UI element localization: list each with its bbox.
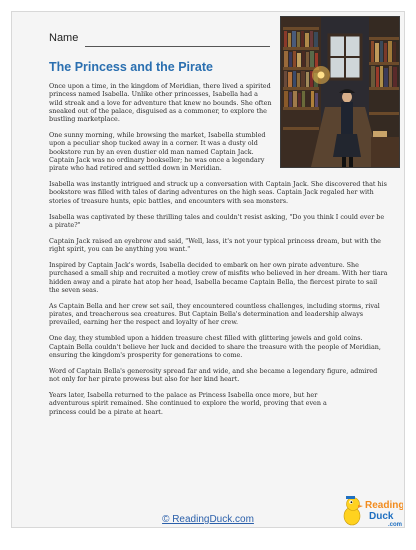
- paragraph: One sunny morning, while browsing the market, Isabella stumbled upon a peculiar shop tucked away in a corner. It was a dusty old bookstore run by an even dustier old man named Captain Jack. Captain Jack was no ordinary bookseller; he was once a legendary pirate who had retired and settled down in Meridian.: [49, 131, 266, 173]
- readingduck-logo: [343, 494, 403, 528]
- paragraph: Years later, Isabella returned to the palace as Princess Isabella once more, but her adventurous spirit remained. She continued to explore the world, proving that even a princess could be a pirate at heart.: [49, 390, 327, 416]
- name-label: Name: [49, 32, 79, 44]
- logo-text-duck: Duck: [369, 511, 394, 522]
- story-body: [49, 82, 389, 423]
- story-title: The Princess and the Pirate: [49, 60, 213, 74]
- paragraph: Once upon a time, in the kingdom of Meridian, there lived a spirited princess named Isabella. Unlike other princesses, Isabella had a wild streak and a love for adventure that knew no bounds. She often sneaked out of the palace, disguised as a commoner, to explore the bustling marketplace.: [49, 82, 272, 124]
- paragraph: Captain Jack raised an eyebrow and said, "Well, lass, it's not your typical princess dream, but with the right spirit, you can be anything you want.": [49, 236, 381, 254]
- paragraph: Isabella was captivated by these thrilling tales and couldn't resist asking, "Do you think I could ever be a pirate?": [49, 212, 385, 229]
- name-line: [85, 46, 270, 47]
- logo-text-com: .com: [388, 522, 403, 528]
- paragraph: Isabella was instantly intrigued and struck up a conversation with Captain Jack. She discovered that his bookstore was filled with tales of daring adventures on the high seas. Captain Jack regaled her with stories of treasure hunts, epic battles, and encounters with sea monsters.: [49, 180, 387, 205]
- readingduck-link[interactable]: © ReadingDuck.com: [162, 514, 254, 525]
- worksheet-page: [11, 11, 405, 528]
- paragraph: As Captain Bella and her crew set sail, they encountered countless challenges, including storms, rival pirates, and treacherous sea creatures. But Captain Bella's determination and leadership always prevailed, earning her the respect and loyalty of her crew.: [49, 301, 380, 327]
- logo-text-reading: Reading: [365, 500, 403, 511]
- paragraph: Inspired by Captain Jack's words, Isabella decided to embark on her own pirate adventure. She purchased a small ship and recruited a motley crew of misfits who believed in her dream. With her tiara hidden away and a pirate hat atop her head, Isabella became Captain Bella, the fiercest pirate to sail the seven seas.: [49, 261, 388, 294]
- paragraph: Word of Captain Bella's generosity spread far and wide, and she became a legendary figure, admired not only for her pirate prowess but also for her kind heart.: [49, 366, 378, 384]
- paragraph: One day, they stumbled upon a hidden treasure chest filled with glittering jewels and gold coins. Captain Bella couldn't believe her luck and decided to share the treasure with the people of Meridian, ensuring the kingdom's prosperity for generations to come.: [49, 334, 381, 359]
